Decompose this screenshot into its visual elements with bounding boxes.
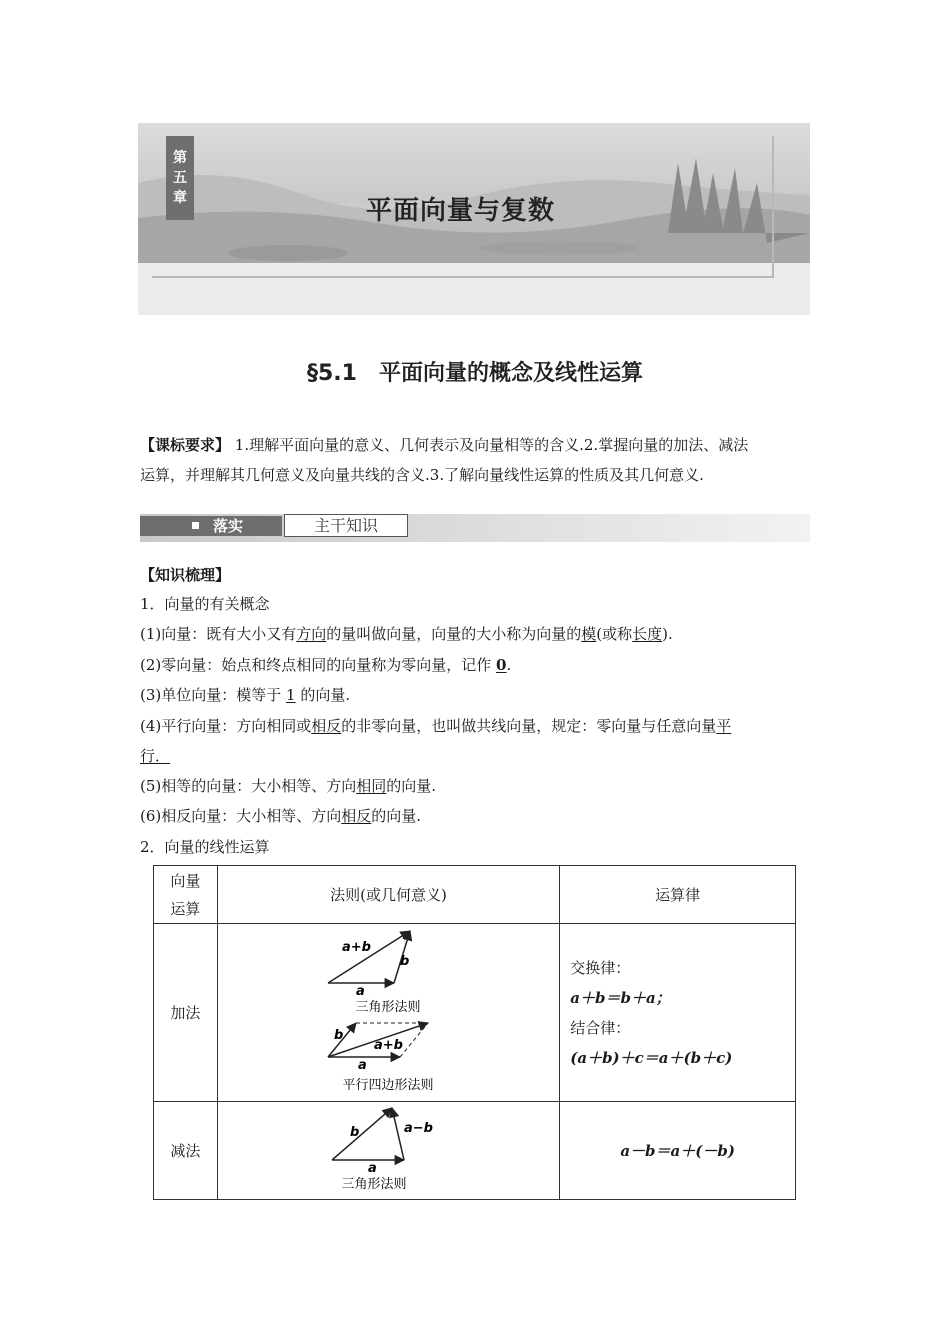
vector-b-arrow <box>332 1108 392 1160</box>
label-a: a <box>368 1160 378 1176</box>
blank-answer: 相反 <box>311 717 342 735</box>
header-cell: 向量 运算 <box>154 866 218 924</box>
blank-answer: 1 <box>286 686 296 704</box>
item2-heading: 2．向量的线性运算 <box>140 838 270 856</box>
requirements-line2: 运算，并理解其几何意义及向量共线的含义.3.了解向量线性运算的性质及其几何意义. <box>140 466 704 484</box>
strip-label-box: 主干知识 <box>284 514 408 537</box>
strip-label-dark <box>140 516 282 536</box>
label-b: b <box>400 953 410 969</box>
op-cell: 减法 <box>154 1102 218 1200</box>
concept-parallel-vector: (4)平行向量：方向相同或相反的非零向量，也叫做共线向量，规定：零向量与任意向量平 <box>140 717 732 735</box>
linear-operations-table <box>153 865 796 1200</box>
law-line: 结合律： <box>570 1018 631 1037</box>
table-row <box>154 1102 796 1200</box>
law-line: 交换律： <box>570 958 631 977</box>
subtraction-figure-cell <box>217 1102 560 1200</box>
addition-figures <box>318 927 458 1095</box>
table-row <box>154 924 796 1102</box>
course-requirements <box>140 430 812 490</box>
knowledge-heading: 【知识梳理】 <box>140 566 231 584</box>
blank-answer: 相反 <box>341 807 372 825</box>
blank-answer: 方向 <box>296 625 327 643</box>
vector-sum-arrow <box>328 931 410 983</box>
chapter-title: 平面向量与复数 <box>366 196 556 226</box>
triangle-law-caption: 三角形法则 <box>341 1176 407 1192</box>
section-title: §5.1 平面向量的概念及线性运算 <box>307 361 643 386</box>
label-b: b <box>334 1027 344 1043</box>
addition-figures-cell <box>217 924 560 1102</box>
item1-heading: 1．向量的有关概念 <box>140 595 270 613</box>
blank-answer: 相同 <box>356 777 387 795</box>
chapter-tab-char: 第 <box>173 150 187 166</box>
vector-a-minus-b-arrow <box>392 1108 404 1160</box>
concept-equal-vector: (5)相等的向量：大小相等、方向相同的向量. <box>140 777 437 795</box>
blank-answer: 0 <box>496 656 507 674</box>
strip-left-text: 落实 <box>213 517 244 535</box>
blank-answer: 平 <box>716 717 732 735</box>
parallelogram-law-caption: 平行四边形法则 <box>342 1077 434 1093</box>
subtraction-figure <box>328 1104 448 1194</box>
concept-parallel-vector-cont <box>140 746 170 766</box>
chapter-tab <box>166 136 194 220</box>
concept-unit-vector: (3)单位向量：模等于 1 的向量. <box>140 686 351 704</box>
square-bullet-icon <box>192 522 199 529</box>
label-a: a <box>356 983 366 999</box>
header-cell: 法则(或几何意义) <box>217 866 560 924</box>
label-a-plus-b: a+b <box>374 1037 404 1053</box>
blank-answer: 长度 <box>632 625 663 643</box>
concept-zero-vector: (2)零向量：始点和终点相同的向量称为零向量，记作 0. <box>140 656 512 674</box>
header-cell: 运算律 <box>560 866 796 924</box>
label-a: a <box>358 1057 368 1073</box>
table-header-row <box>154 866 796 924</box>
triangle-law-caption: 三角形法则 <box>355 999 421 1015</box>
blank-answer: 模 <box>581 625 597 643</box>
concept-opposite-vector: (6)相反向量：大小相等、方向相反的向量. <box>140 807 422 825</box>
blank-answer: 行． <box>140 747 171 765</box>
subtraction-law-cell: a－b＝a＋(－b) <box>560 1102 796 1200</box>
law-formula: (a＋b)＋c＝a＋(b＋c) <box>570 1048 733 1067</box>
requirements-label: 【课标要求】 <box>140 436 231 454</box>
op-cell: 加法 <box>154 924 218 1102</box>
requirements-line1: 1.理解平面向量的意义、几何表示及向量相等的含义.2.掌握向量的加法、减法 <box>234 436 749 454</box>
addition-laws-cell <box>560 924 796 1102</box>
chapter-tab-char: 五 <box>173 170 187 186</box>
law-formula: a＋b＝b＋a； <box>570 988 671 1007</box>
chapter-tab-char: 章 <box>173 190 187 206</box>
concept-vector: (1)向量：既有大小又有方向的量叫做向量，向量的大小称为向量的模(或称长度). <box>140 625 673 643</box>
label-a-plus-b: a+b <box>342 939 372 955</box>
label-b: b <box>350 1124 360 1140</box>
label-a-minus-b: a−b <box>404 1120 434 1136</box>
